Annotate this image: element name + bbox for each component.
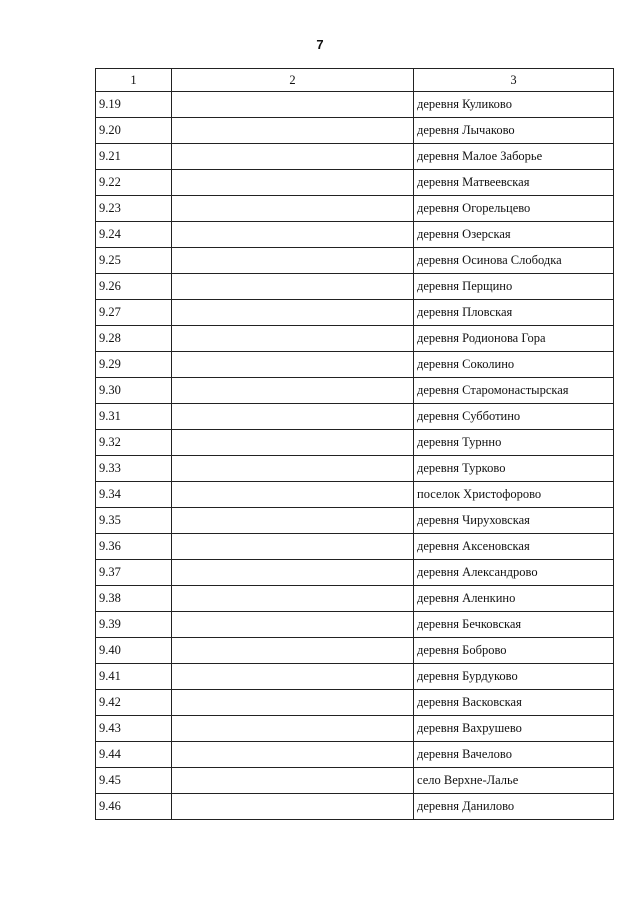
settlement-name-cell: деревня Лычаково xyxy=(414,118,614,144)
table-row xyxy=(96,638,614,664)
settlement-name-cell: деревня Старомонастырская xyxy=(414,378,614,404)
settlement-name-cell: деревня Турково xyxy=(414,456,614,482)
table-row xyxy=(96,118,614,144)
row-empty-cell xyxy=(172,196,414,222)
row-number-cell: 9.37 xyxy=(96,560,172,586)
row-empty-cell xyxy=(172,300,414,326)
row-empty-cell xyxy=(172,92,414,118)
row-number-cell: 9.38 xyxy=(96,586,172,612)
table-header-row xyxy=(96,69,614,92)
table-row xyxy=(96,508,614,534)
column-header-1: 1 xyxy=(96,69,172,92)
settlement-name-cell: деревня Куликово xyxy=(414,92,614,118)
settlement-name-cell: деревня Родионова Гора xyxy=(414,326,614,352)
row-empty-cell xyxy=(172,638,414,664)
row-number-cell: 9.19 xyxy=(96,92,172,118)
table-row xyxy=(96,92,614,118)
table-row xyxy=(96,560,614,586)
row-number-cell: 9.42 xyxy=(96,690,172,716)
row-empty-cell xyxy=(172,222,414,248)
table-row xyxy=(96,612,614,638)
row-number-cell: 9.44 xyxy=(96,742,172,768)
settlement-name-cell: деревня Бурдуково xyxy=(414,664,614,690)
settlement-name-cell: деревня Малое Заборье xyxy=(414,144,614,170)
row-empty-cell xyxy=(172,456,414,482)
settlement-name-cell: деревня Матвеевская xyxy=(414,170,614,196)
table-row xyxy=(96,404,614,430)
table-row xyxy=(96,378,614,404)
settlement-name-cell: деревня Боброво xyxy=(414,638,614,664)
row-empty-cell xyxy=(172,144,414,170)
row-number-cell: 9.31 xyxy=(96,404,172,430)
column-header-3: 3 xyxy=(414,69,614,92)
settlement-name-cell: деревня Осинова Слободка xyxy=(414,248,614,274)
table-body xyxy=(96,92,614,820)
settlement-name-cell: деревня Вахрушево xyxy=(414,716,614,742)
row-empty-cell xyxy=(172,352,414,378)
row-empty-cell xyxy=(172,508,414,534)
table-row xyxy=(96,586,614,612)
settlement-name-cell: деревня Озерская xyxy=(414,222,614,248)
row-number-cell: 9.36 xyxy=(96,534,172,560)
row-empty-cell xyxy=(172,170,414,196)
settlement-name-cell: деревня Перщино xyxy=(414,274,614,300)
table-row xyxy=(96,144,614,170)
table-row xyxy=(96,482,614,508)
table-row xyxy=(96,690,614,716)
row-number-cell: 9.45 xyxy=(96,768,172,794)
row-empty-cell xyxy=(172,482,414,508)
row-number-cell: 9.35 xyxy=(96,508,172,534)
row-empty-cell xyxy=(172,560,414,586)
row-empty-cell xyxy=(172,326,414,352)
row-empty-cell xyxy=(172,430,414,456)
row-number-cell: 9.21 xyxy=(96,144,172,170)
row-empty-cell xyxy=(172,534,414,560)
row-number-cell: 9.28 xyxy=(96,326,172,352)
row-number-cell: 9.29 xyxy=(96,352,172,378)
row-number-cell: 9.34 xyxy=(96,482,172,508)
row-number-cell: 9.41 xyxy=(96,664,172,690)
row-empty-cell xyxy=(172,586,414,612)
row-number-cell: 9.27 xyxy=(96,300,172,326)
table-row xyxy=(96,456,614,482)
page-number: 7 xyxy=(316,37,324,52)
settlement-name-cell: деревня Соколино xyxy=(414,352,614,378)
settlement-name-cell: деревня Огорельцево xyxy=(414,196,614,222)
table-row xyxy=(96,170,614,196)
row-empty-cell xyxy=(172,716,414,742)
settlements-table xyxy=(95,68,614,820)
row-number-cell: 9.20 xyxy=(96,118,172,144)
table-row xyxy=(96,326,614,352)
row-number-cell: 9.39 xyxy=(96,612,172,638)
row-empty-cell xyxy=(172,742,414,768)
table-row xyxy=(96,274,614,300)
row-number-cell: 9.25 xyxy=(96,248,172,274)
table-row xyxy=(96,794,614,820)
row-number-cell: 9.30 xyxy=(96,378,172,404)
settlement-name-cell: село Верхне-Лалье xyxy=(414,768,614,794)
row-empty-cell xyxy=(172,248,414,274)
table-row xyxy=(96,716,614,742)
table-row xyxy=(96,300,614,326)
row-empty-cell xyxy=(172,794,414,820)
row-empty-cell xyxy=(172,690,414,716)
row-empty-cell xyxy=(172,612,414,638)
settlement-name-cell: деревня Вачелово xyxy=(414,742,614,768)
table-row xyxy=(96,534,614,560)
row-number-cell: 9.46 xyxy=(96,794,172,820)
column-header-2: 2 xyxy=(172,69,414,92)
row-empty-cell xyxy=(172,768,414,794)
settlement-name-cell: деревня Пловская xyxy=(414,300,614,326)
settlement-name-cell: деревня Данилово xyxy=(414,794,614,820)
row-number-cell: 9.43 xyxy=(96,716,172,742)
row-number-cell: 9.33 xyxy=(96,456,172,482)
row-number-cell: 9.24 xyxy=(96,222,172,248)
row-empty-cell xyxy=(172,664,414,690)
table-row xyxy=(96,664,614,690)
settlement-name-cell: деревня Васковская xyxy=(414,690,614,716)
table-row xyxy=(96,430,614,456)
table-row xyxy=(96,248,614,274)
table-row xyxy=(96,352,614,378)
table-row xyxy=(96,196,614,222)
row-number-cell: 9.32 xyxy=(96,430,172,456)
settlement-name-cell: деревня Турнно xyxy=(414,430,614,456)
settlement-name-cell: деревня Чируховская xyxy=(414,508,614,534)
row-empty-cell xyxy=(172,274,414,300)
row-number-cell: 9.26 xyxy=(96,274,172,300)
row-empty-cell xyxy=(172,378,414,404)
row-empty-cell xyxy=(172,404,414,430)
settlement-name-cell: деревня Бечковская xyxy=(414,612,614,638)
table-row xyxy=(96,742,614,768)
row-empty-cell xyxy=(172,118,414,144)
row-number-cell: 9.22 xyxy=(96,170,172,196)
row-number-cell: 9.40 xyxy=(96,638,172,664)
settlement-name-cell: деревня Субботино xyxy=(414,404,614,430)
table-row xyxy=(96,222,614,248)
settlement-name-cell: деревня Аленкино xyxy=(414,586,614,612)
table-row xyxy=(96,768,614,794)
settlement-name-cell: деревня Александрово xyxy=(414,560,614,586)
row-number-cell: 9.23 xyxy=(96,196,172,222)
settlement-name-cell: поселок Христофорово xyxy=(414,482,614,508)
settlement-name-cell: деревня Аксеновская xyxy=(414,534,614,560)
